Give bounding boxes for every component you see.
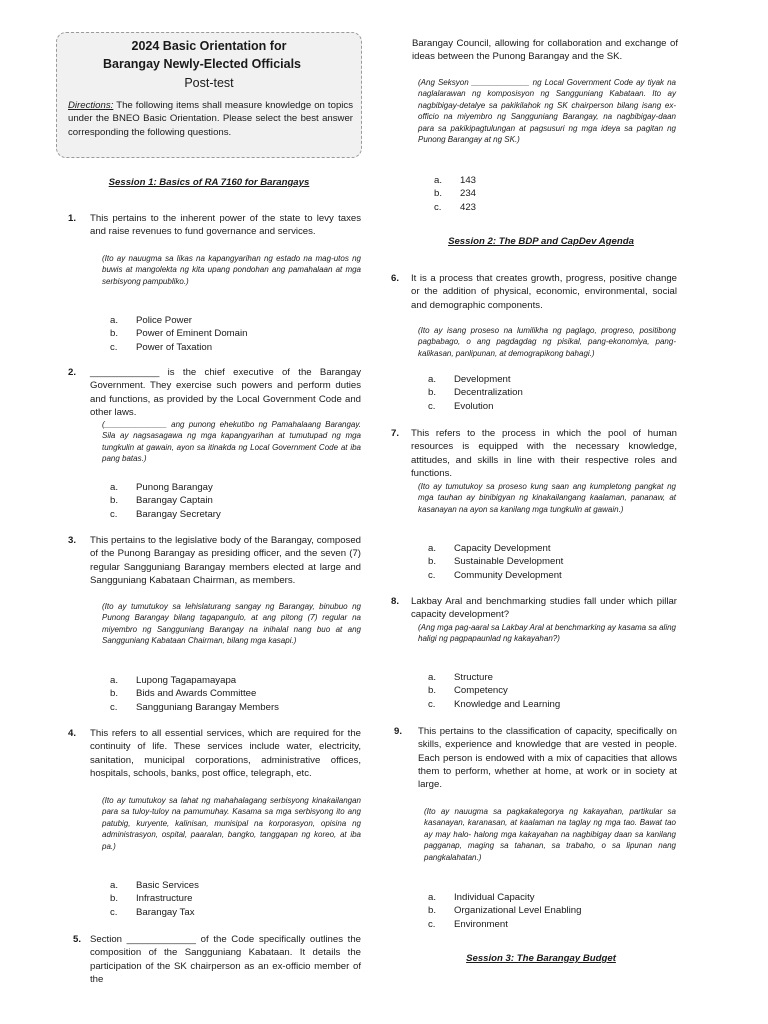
- options-list: [110, 879, 360, 919]
- options-list: [428, 373, 648, 413]
- directions-text: The following items shall measure knowledge on topics under the BNEO Basic Orientation. Please select the best answer corresponding the following questions.: [68, 100, 353, 138]
- question-translation: (Ito ay nauugma sa likas na kapangyarihan ng estado na mag-utos ng buwis at mangolekta ng kita upang pondohan ang pamahalaan at mga serbisyong pampubliko.): [102, 254, 361, 286]
- option[interactable]: b. Competency: [428, 685, 508, 697]
- question-8: [391, 595, 677, 622]
- question-number: 5.: [73, 934, 82, 945]
- option[interactable]: b. Infrastructure: [110, 893, 193, 905]
- directions: [68, 99, 353, 139]
- question-3: [68, 534, 361, 587]
- question-6: [391, 272, 677, 312]
- option[interactable]: a. Police Power: [110, 315, 192, 326]
- option[interactable]: a. Structure: [428, 672, 493, 683]
- options-list: [110, 314, 360, 354]
- option[interactable]: a. Capacity Development: [428, 543, 551, 554]
- question-text: Section _____________ of the Code specifically outlines the composition of the Sangguniang Kabataan. It details the participation of the SK chairperson as an ex-officio member of the: [90, 934, 361, 985]
- question-translation: (Ito ay nauugma sa pagkakategorya ng kakayahan, partikular sa kasanayan, karanasan, at kaalaman na taglay ng mga tao. Bawat tao ay may halo- halong mga kakayahan na nagbibigay daan sa kanilang pagganap, maging sa tahanan, sa trabaho, o sa lipunan nang pangkalahatan.): [424, 807, 676, 862]
- option[interactable]: c. Evolution: [428, 400, 494, 412]
- option[interactable]: c. Barangay Tax: [110, 906, 195, 918]
- options-list: [428, 542, 648, 582]
- question-translation: (Ito ay tumutukoy sa lehislaturang sangay ng Barangay, binubuo ng Punong Barangay bilang tagapangulo, at ang pitong (7) regular na miyembro ng Sangguniang Barangay na inihalal nang buo at ang Sangguniang Kabataan Chairman, bilang mga kasapi.): [102, 602, 361, 646]
- session-2-heading: Session 2: The BDP and CapDev Agenda: [448, 236, 634, 247]
- question-5-continued: [412, 37, 678, 64]
- option[interactable]: b. Organizational Level Enabling: [428, 905, 582, 917]
- option[interactable]: a. Individual Capacity: [428, 892, 535, 903]
- question-5: [73, 933, 361, 986]
- option[interactable]: c. Knowledge and Learning: [428, 698, 561, 710]
- question-number: 7.: [391, 428, 400, 439]
- question-text: This refers to all essential services, which are required for the continuity of life. These services include water, electricity, sanitation, municipal corporations, administrative offices, hospitals, schools, banks, post office, telegraph, etc.: [90, 728, 361, 779]
- question-text: Lakbay Aral and benchmarking studies fall under which pillar capacity development?: [411, 596, 677, 621]
- question-text: _____________ is the chief executive of the Barangay Government. They exercise such powers and perform duties and functions, as provided by the Local Government Code and other laws.: [90, 367, 361, 418]
- question-translation: (______________ ang punong ehekutibo ng Pamahalaang Barangay. Sila ay nagsasagawa ng mga kapangyarihan at tumutupad ng mga tungkulin at gawain, ayon sa itinakda ng Local Government Code at iba pang batas.): [102, 420, 361, 464]
- question-translation: (Ang Seksyon _____________ ng Local Government Code ay tiyak na naglalarawan ng komposisyon ng Sangguniang Kabataan. Ito ay nagbibigay-detalye sa pakikilahok ng SK chairperson bilang isang ex-officio na miyembro ng Sangguniang Barangay, na nagbibigay-daan para sa pakikipagtulungan at pagsusuri ng mga ideya sa pagitan ng Punong Barangay at ng SK.): [418, 78, 676, 145]
- question-text: This refers to the process in which the pool of human resources is equipped with the necessary knowledge, attitudes, and skills in line with their respective roles and functions.: [411, 428, 677, 479]
- option[interactable]: a. 143: [434, 175, 477, 186]
- question-translation: (Ito ay isang proseso na lumilikha ng paglago, progreso, positibong pagbabago, o ang pagdagdag ng pisikal, pang-ekonomiya, pang-kalikasan, panlipunan, at demograpikong bahagi.): [418, 326, 676, 358]
- question-text: It is a process that creates growth, progress, positive change or the addition of physical, economic, environmental, social and demographic components.: [411, 273, 677, 311]
- options-list: [110, 674, 360, 714]
- question-2: [68, 366, 361, 419]
- option[interactable]: a. Punong Barangay: [110, 482, 213, 493]
- question-translation: (Ang mga pag-aaral sa Lakbay Aral at benchmarking ay kasama sa aling haligi ng pagpapaunlad ng kakayahan?): [418, 623, 676, 644]
- option[interactable]: c. Environment: [428, 918, 508, 930]
- question-number: 1.: [68, 213, 77, 224]
- question-7: [391, 427, 677, 480]
- option[interactable]: c. Sangguniang Barangay Members: [110, 701, 279, 713]
- option[interactable]: b. Barangay Captain: [110, 495, 213, 507]
- option[interactable]: b. Sustainable Development: [428, 556, 564, 568]
- question-number: 2.: [68, 367, 77, 378]
- option[interactable]: b. Decentralization: [428, 387, 523, 399]
- question-text: This pertains to the legislative body of the Barangay, composed of the Punong Barangay as presiding officer, and the seven (7) regular Sangguniang Barangay members elected at large and Sangguniang Kabataan Chairman, as members.: [90, 535, 361, 586]
- session-3-heading: Session 3: The Barangay Budget: [466, 953, 616, 964]
- question-translation: (Ito ay tumutukoy sa lahat ng mahahalagang serbisyong kinakailangan para sa tuloy-tuloy na pamumuhay. Kasama sa mga serbisyong ito ang patubig, kuryente, kalinisan, munisipal na korporasyon, opisina ng administrasyon, ospital, paaralan, bangko, tanggapan ng koreo, at iba pa.): [102, 796, 361, 851]
- option[interactable]: b. 234: [434, 188, 477, 200]
- option[interactable]: a. Basic Services: [110, 880, 199, 891]
- options-list: [428, 671, 648, 711]
- question-translation: (Ito ay tumutukoy sa proseso kung saan ang kumpletong pangkat ng mga tauhan ay binibigyan ng kinakailangang kaalaman, pananaw, at kasanayan na ayon sa kanilang mga tungkulin at gawain.): [418, 482, 676, 514]
- document-subtitle: Barangay Newly-Elected Officials: [103, 57, 301, 71]
- question-number: 3.: [68, 535, 77, 546]
- options-list: [428, 891, 648, 931]
- option[interactable]: b. Bids and Awards Committee: [110, 688, 257, 700]
- title-box: [56, 32, 362, 158]
- question-1: [68, 212, 361, 239]
- options-list: [110, 481, 360, 521]
- option[interactable]: c. Power of Taxation: [110, 341, 213, 353]
- question-number: 9.: [394, 726, 403, 737]
- option[interactable]: c. Community Development: [428, 569, 562, 581]
- question-9: [394, 725, 677, 791]
- option[interactable]: b. Power of Eminent Domain: [110, 328, 248, 340]
- question-4: [68, 727, 361, 780]
- question-text: Barangay Council, allowing for collaboration and exchange of ideas between the Punong Barangay and the SK.: [412, 38, 678, 63]
- question-number: 4.: [68, 728, 77, 739]
- document-test-label: Post-test: [184, 76, 234, 90]
- question-number: 6.: [391, 273, 400, 284]
- option[interactable]: a. Lupong Tagapamayapa: [110, 675, 237, 686]
- question-text: This pertains to the classification of capacity, specifically on skills, experience and knowledge that are vested in people. Each person is endowed with a mix of capacities that allows them to perform, whether at home, at work or in society at large.: [418, 726, 677, 791]
- session-1-heading: Session 1: Basics of RA 7160 for Barangays: [108, 177, 310, 188]
- option[interactable]: c. 423: [434, 201, 477, 213]
- directions-label: Directions:: [68, 100, 114, 111]
- question-text: This pertains to the inherent power of the state to levy taxes and raise revenues to fund governance and services.: [90, 213, 361, 238]
- option[interactable]: c. Barangay Secretary: [110, 508, 221, 520]
- options-list: [434, 174, 634, 214]
- document-title: 2024 Basic Orientation for: [131, 39, 287, 53]
- question-number: 8.: [391, 596, 400, 607]
- option[interactable]: a. Development: [428, 374, 511, 385]
